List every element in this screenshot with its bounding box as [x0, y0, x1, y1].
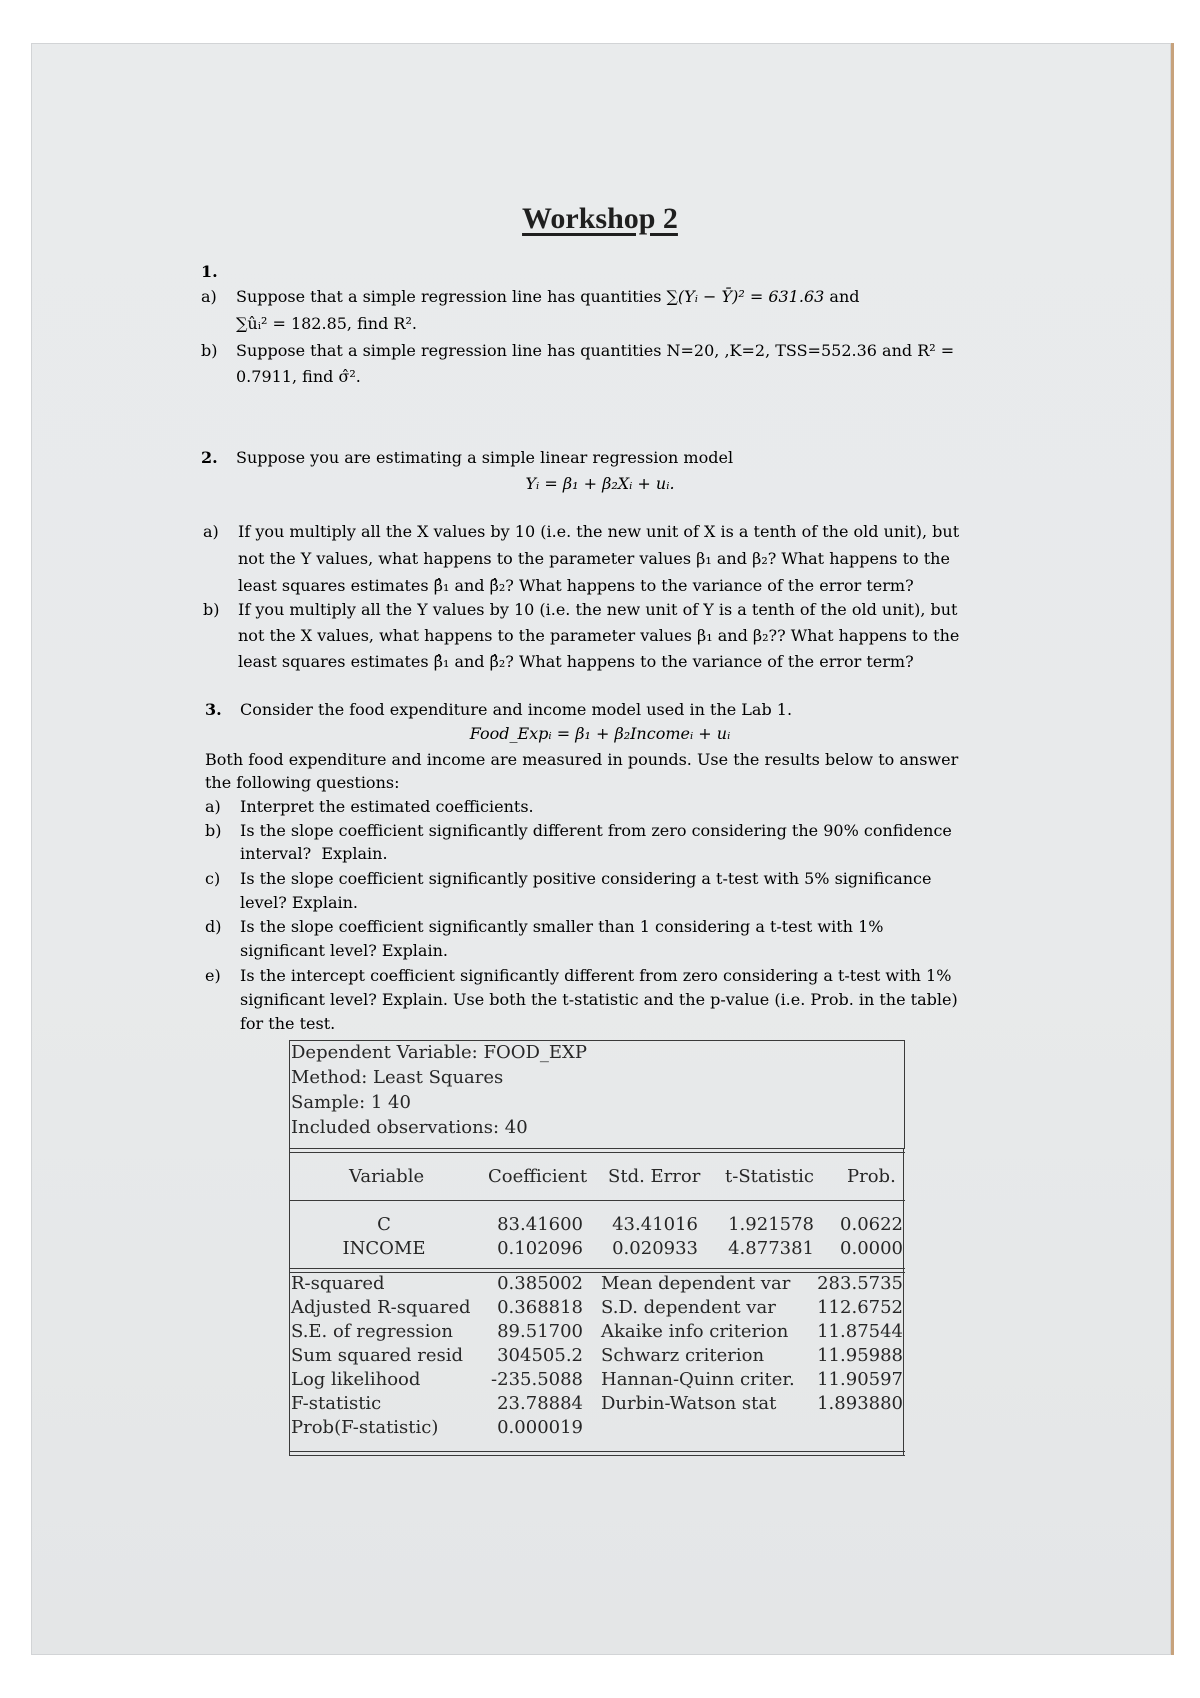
stat-value: -235.5088: [491, 1369, 583, 1390]
item-label: b): [203, 600, 220, 619]
included-observations: Included observations: 40: [291, 1117, 528, 1138]
question-number: 1.: [201, 262, 218, 281]
stat-value: 0.385002: [497, 1273, 583, 1294]
q3d-line: Is the slope coefficient significantly smaller than 1 considering a t-test with 1%: [240, 917, 884, 936]
q1a-text-end: and: [824, 287, 860, 306]
q3e-line: for the test.: [240, 1014, 336, 1033]
stat-label: S.E. of regression: [291, 1321, 453, 1342]
stat-value: 0.368818: [497, 1297, 583, 1318]
regression-output: [289, 1040, 906, 1470]
coefficient: 83.41600: [497, 1214, 583, 1235]
stat-label: Durbin-Watson stat: [601, 1393, 777, 1414]
stat-label: R-squared: [291, 1273, 385, 1294]
item-label: a): [205, 797, 221, 816]
question-number: 3.: [205, 700, 222, 719]
stat-label: Mean dependent var: [601, 1273, 791, 1294]
stat-label: Hannan-Quinn criter.: [601, 1369, 795, 1390]
q3c-line: level? Explain.: [240, 893, 358, 912]
q1a-line1: [236, 287, 859, 306]
page-title: Workshop 2: [522, 202, 678, 235]
q1a-math: ∑(Yᵢ − Ȳ)² = 631.63: [666, 287, 825, 306]
item-label: b): [201, 341, 218, 360]
variable-name: C: [377, 1214, 391, 1235]
t-statistic: 4.877381: [728, 1238, 814, 1259]
prob: 0.0000: [840, 1238, 903, 1259]
stat-value: 283.5735: [817, 1273, 903, 1294]
stat-value: 11.87544: [817, 1321, 903, 1342]
stat-value: 1.893880: [817, 1393, 903, 1414]
q3b-line: Is the slope coefficient significantly different from zero considering the 90% confidence: [240, 821, 952, 840]
q2-intro: Suppose you are estimating a simple linear regression model: [236, 448, 734, 467]
stat-label: Sum squared resid: [291, 1345, 464, 1366]
t-statistic: 1.921578: [728, 1214, 814, 1235]
question-number: 2.: [201, 448, 218, 467]
stat-label: Schwarz criterion: [601, 1345, 765, 1366]
q2-model-equation: Yᵢ = β₁ + β₂Xᵢ + uᵢ.: [525, 474, 675, 493]
divider: [289, 1148, 905, 1149]
q1a-line2: ∑ûᵢ² = 182.85, find R².: [236, 314, 417, 333]
q2b-line2: not the X values, what happens to the parameter values β₁ and β₂?? What happens to the: [238, 626, 960, 645]
q3c-line: Is the slope coefficient significantly positive considering a t-test with 5% significance: [240, 869, 932, 888]
q3a-line: Interpret the estimated coefficients.: [240, 797, 534, 816]
std-error: 43.41016: [612, 1214, 698, 1235]
divider: [289, 1200, 905, 1201]
q3-intro: Consider the food expenditure and income model used in the Lab 1.: [240, 700, 793, 719]
q3-paragraph-line1: Both food expenditure and income are measured in pounds. Use the results below to answer: [205, 750, 959, 769]
stat-value: 11.95988: [817, 1345, 903, 1366]
item-label: a): [203, 522, 219, 541]
item-label: e): [205, 966, 221, 985]
prob: 0.0622: [840, 1214, 903, 1235]
item-label: d): [205, 917, 222, 936]
coefficient: 0.102096: [497, 1238, 583, 1259]
q3b-line: interval? Explain.: [240, 844, 388, 863]
divider: [289, 1455, 905, 1456]
stat-value: 11.90597: [817, 1369, 903, 1390]
q2a-line3: least squares estimates β̂₁ and β̂₂? What happens to the variance of the error term?: [238, 576, 914, 595]
std-error: 0.020933: [612, 1238, 698, 1259]
column-header: Coefficient: [488, 1166, 588, 1187]
stat-label: Akaike info criterion: [601, 1321, 789, 1342]
stat-value: 23.78884: [497, 1393, 583, 1414]
q2b-line1: If you multiply all the Y values by 10 (i.e. the new unit of Y is a tenth of the old unit), but: [238, 600, 958, 619]
divider: [289, 1451, 905, 1452]
divider: [289, 1268, 905, 1269]
stat-label: Adjusted R-squared: [291, 1297, 471, 1318]
q2b-line3: least squares estimates β̂₁ and β̂₂? What happens to the variance of the error term?: [238, 652, 914, 671]
q2a-line2: not the Y values, what happens to the parameter values β₁ and β₂? What happens to the: [238, 549, 950, 568]
divider: [289, 1152, 905, 1153]
table-frame-left: [289, 1148, 290, 1455]
paper-edge: [1171, 43, 1174, 1655]
stat-label: Log likelihood: [291, 1369, 421, 1390]
q2a-line1: If you multiply all the X values by 10 (i.e. the new unit of X is a tenth of the old unit), but: [238, 522, 960, 541]
q1b-line2: 0.7911, find σ̂².: [236, 367, 361, 386]
table-frame-right: [903, 1148, 904, 1455]
stat-value: 112.6752: [817, 1297, 903, 1318]
item-label: a): [201, 287, 217, 306]
q3e-line: significant level? Explain. Use both the t-statistic and the p-value (i.e. Prob. in the table): [240, 990, 958, 1009]
sample: Sample: 1 40: [291, 1092, 411, 1113]
q3d-line: significant level? Explain.: [240, 941, 448, 960]
q1a-text: Suppose that a simple regression line has quantities: [236, 287, 667, 306]
q3e-line: Is the intercept coefficient significantly different from zero considering a t-test with 1%: [240, 966, 952, 985]
stat-value: 304505.2: [497, 1345, 583, 1366]
method: Method: Least Squares: [291, 1067, 504, 1088]
q3-model-equation: Food_Expᵢ = β₁ + β₂Incomeᵢ + uᵢ: [469, 724, 731, 743]
stat-label: S.D. dependent var: [601, 1297, 776, 1318]
item-label: c): [205, 869, 221, 888]
dependent-variable: Dependent Variable: FOOD_EXP: [291, 1042, 587, 1063]
q1b-line1: Suppose that a simple regression line has quantities N=20, ,K=2, TSS=552.36 and R² =: [236, 341, 955, 360]
column-header: Variable: [349, 1166, 425, 1187]
stat-label: F-statistic: [291, 1393, 382, 1414]
stat-label: Prob(F-statistic): [291, 1417, 439, 1438]
q3-paragraph-line2: the following questions:: [205, 773, 400, 792]
stat-value: 0.000019: [497, 1417, 583, 1438]
item-label: b): [205, 821, 222, 840]
variable-name: INCOME: [342, 1238, 426, 1259]
column-header: Prob.: [847, 1166, 896, 1187]
column-header: t-Statistic: [725, 1166, 814, 1187]
column-header: Std. Error: [608, 1166, 701, 1187]
stat-value: 89.51700: [497, 1321, 583, 1342]
